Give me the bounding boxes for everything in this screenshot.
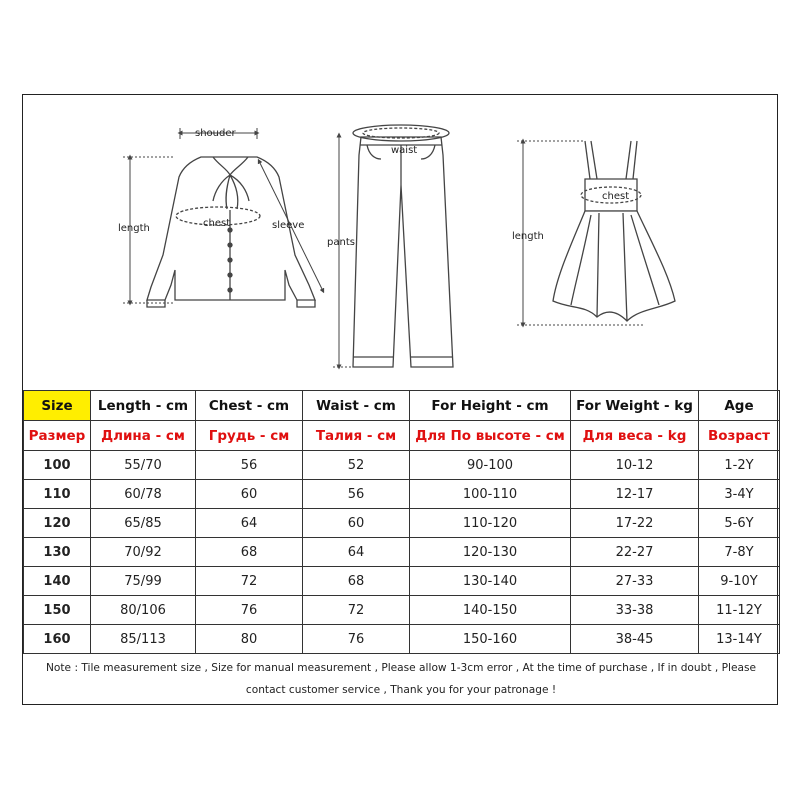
table-cell: 56 bbox=[303, 480, 410, 509]
table-cell: 12-17 bbox=[571, 480, 699, 509]
table-cell: 64 bbox=[196, 509, 303, 538]
header-length: Length - cm bbox=[91, 391, 196, 421]
sleeve-label: sleeve bbox=[272, 220, 305, 231]
table-row bbox=[24, 625, 780, 654]
table-cell: 7-8Y bbox=[699, 538, 780, 567]
table-cell: 38-45 bbox=[571, 625, 699, 654]
table-cell: 80/106 bbox=[91, 596, 196, 625]
table-cell: 17-22 bbox=[571, 509, 699, 538]
table-cell: 64 bbox=[303, 538, 410, 567]
table-cell: 80 bbox=[196, 625, 303, 654]
table-cell: 68 bbox=[196, 538, 303, 567]
table-cell: 27-33 bbox=[571, 567, 699, 596]
table-cell: 76 bbox=[196, 596, 303, 625]
table-cell: 68 bbox=[303, 567, 410, 596]
table-cell: 100-110 bbox=[410, 480, 571, 509]
header-waist: Waist - cm bbox=[303, 391, 410, 421]
waist-label: waist bbox=[391, 145, 418, 156]
table-cell: 10-12 bbox=[571, 451, 699, 480]
table-cell: 22-27 bbox=[571, 538, 699, 567]
size-cell: 100 bbox=[24, 451, 91, 480]
dress-diagram bbox=[553, 141, 675, 321]
table-row bbox=[24, 451, 780, 480]
table-row bbox=[24, 596, 780, 625]
size-cell: 150 bbox=[24, 596, 91, 625]
blouse-diagram bbox=[147, 157, 315, 307]
header-row-english bbox=[24, 391, 780, 421]
size-cell: 120 bbox=[24, 509, 91, 538]
table-cell: 85/113 bbox=[91, 625, 196, 654]
table-cell: 5-6Y bbox=[699, 509, 780, 538]
header-size-ru: Размер bbox=[24, 421, 91, 451]
table-cell: 13-14Y bbox=[699, 625, 780, 654]
table-cell: 150-160 bbox=[410, 625, 571, 654]
dress-length-label: length bbox=[512, 231, 544, 242]
table-cell: 60 bbox=[303, 509, 410, 538]
size-table bbox=[23, 390, 780, 654]
table-cell: 33-38 bbox=[571, 596, 699, 625]
header-height-ru: Для По высоте - см bbox=[410, 421, 571, 451]
header-size: Size bbox=[24, 391, 91, 421]
note-line-2: contact customer service , Thank you for your patronage ! bbox=[245, 684, 557, 696]
blouse-length-label: length bbox=[118, 223, 150, 234]
header-age-ru: Возраст bbox=[699, 421, 780, 451]
header-weight-ru: Для веса - kg bbox=[571, 421, 699, 451]
table-cell: 72 bbox=[303, 596, 410, 625]
size-cell: 130 bbox=[24, 538, 91, 567]
table-row bbox=[24, 480, 780, 509]
header-length-ru: Длина - см bbox=[91, 421, 196, 451]
header-weight: For Weight - kg bbox=[571, 391, 699, 421]
table-row bbox=[24, 538, 780, 567]
shoulder-label: shouder bbox=[195, 128, 236, 139]
header-height: For Height - cm bbox=[410, 391, 571, 421]
header-chest-ru: Грудь - см bbox=[196, 421, 303, 451]
note-text bbox=[23, 653, 779, 706]
header-waist-ru: Талия - см bbox=[303, 421, 410, 451]
size-cell: 160 bbox=[24, 625, 91, 654]
pants-diagram bbox=[353, 125, 453, 367]
header-chest: Chest - cm bbox=[196, 391, 303, 421]
header-row-russian bbox=[24, 421, 780, 451]
table-cell: 76 bbox=[303, 625, 410, 654]
table-cell: 60/78 bbox=[91, 480, 196, 509]
table-cell: 3-4Y bbox=[699, 480, 780, 509]
note-line-1: Note : Tile measurement size , Size for manual measurement , Please allow 1-3cm error , At the time of purchase , If in doubt , Please bbox=[46, 662, 756, 674]
table-row bbox=[24, 509, 780, 538]
table-cell: 52 bbox=[303, 451, 410, 480]
header-age: Age bbox=[699, 391, 780, 421]
table-cell: 70/92 bbox=[91, 538, 196, 567]
size-chart-frame bbox=[22, 94, 778, 705]
table-cell: 65/85 bbox=[91, 509, 196, 538]
table-cell: 130-140 bbox=[410, 567, 571, 596]
table-cell: 56 bbox=[196, 451, 303, 480]
table-cell: 75/99 bbox=[91, 567, 196, 596]
table-cell: 72 bbox=[196, 567, 303, 596]
size-cell: 140 bbox=[24, 567, 91, 596]
garment-diagrams bbox=[23, 95, 779, 390]
size-cell: 110 bbox=[24, 480, 91, 509]
table-row bbox=[24, 567, 780, 596]
table-cell: 120-130 bbox=[410, 538, 571, 567]
table-cell: 60 bbox=[196, 480, 303, 509]
table-cell: 1-2Y bbox=[699, 451, 780, 480]
blouse-chest-label: chest bbox=[203, 218, 231, 229]
table-cell: 11-12Y bbox=[699, 596, 780, 625]
pants-length-label: pants bbox=[327, 237, 355, 248]
table-cell: 140-150 bbox=[410, 596, 571, 625]
table-cell: 110-120 bbox=[410, 509, 571, 538]
table-cell: 90-100 bbox=[410, 451, 571, 480]
dress-chest-label: chest bbox=[602, 191, 630, 202]
table-cell: 9-10Y bbox=[699, 567, 780, 596]
table-cell: 55/70 bbox=[91, 451, 196, 480]
